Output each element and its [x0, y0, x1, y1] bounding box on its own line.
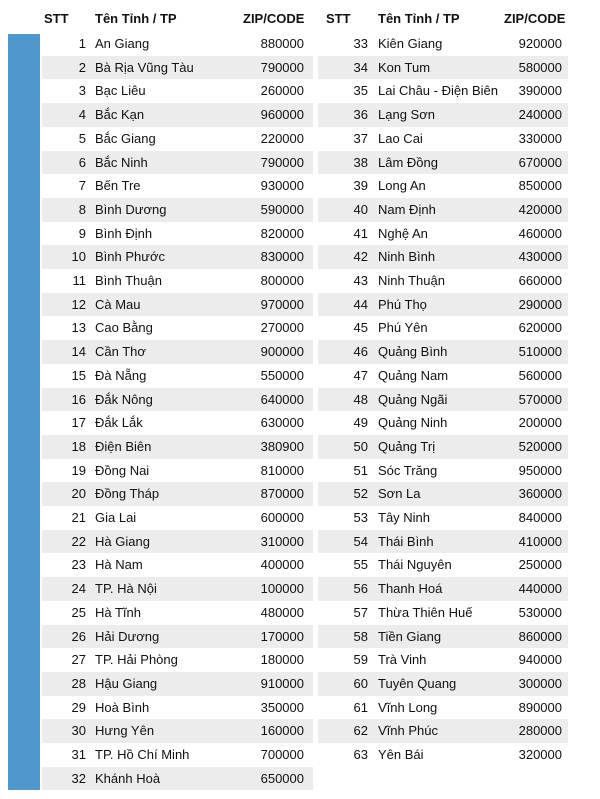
row-zip-code: 860000	[518, 628, 562, 644]
row-province-name: Ninh Thuận	[378, 273, 445, 288]
row-province-name: Quảng Ninh	[378, 415, 448, 431]
row-stt: 45	[353, 320, 368, 336]
row-stt: 42	[353, 249, 368, 265]
table-row	[0, 174, 600, 198]
row-province-name: Khánh Hoà	[95, 770, 161, 786]
row-province-name: Cao Bằng	[95, 320, 153, 336]
row-stt: 36	[353, 107, 368, 123]
row-stt: 16	[71, 391, 86, 407]
row-zip-code: 270000	[260, 320, 304, 336]
row-zip-code: 650000	[260, 770, 304, 786]
row-zip-code: 580000	[518, 59, 562, 75]
row-stt: 39	[353, 178, 368, 194]
row-zip-code: 810000	[260, 462, 304, 478]
row-province-name: Gia Lai	[95, 510, 137, 525]
row-province-name: Ninh Bình	[378, 249, 436, 265]
row-stt: 19	[71, 462, 86, 478]
row-province-name: Hậu Giang	[95, 675, 158, 691]
row-province-name: Vĩnh Long	[378, 699, 438, 715]
row-province-name: Hà Nam	[95, 557, 143, 573]
row-province-name: Quảng Bình	[378, 344, 448, 360]
row-stt: 26	[71, 628, 86, 644]
row-province-name: Quảng Nam	[378, 367, 449, 383]
row-stt: 43	[353, 273, 368, 288]
table-row	[0, 435, 600, 459]
row-stt: 13	[71, 320, 86, 336]
row-stt: 46	[353, 344, 368, 360]
table-row	[0, 198, 600, 222]
row-zip-code: 700000	[260, 747, 304, 762]
row-zip-code: 200000	[518, 415, 562, 431]
header-name-right: Tên Tỉnh / TP	[378, 11, 460, 26]
row-zip-code: 530000	[518, 604, 562, 620]
row-stt: 2	[78, 59, 86, 75]
row-zip-code: 620000	[518, 320, 562, 336]
row-province-name: Bà Rịa Vũng Tàu	[95, 59, 194, 75]
row-zip-code: 410000	[518, 533, 562, 549]
table-row	[0, 32, 600, 56]
row-stt: 32	[71, 770, 86, 786]
table-row	[0, 340, 600, 364]
row-zip-code: 970000	[260, 296, 304, 312]
row-province-name: An Giang	[95, 36, 150, 51]
row-stt: 50	[353, 438, 368, 454]
row-stt: 23	[71, 557, 86, 573]
row-province-name: Long An	[378, 178, 426, 194]
row-province-name: TP. Hải Phòng	[95, 652, 178, 668]
table-row	[0, 459, 600, 483]
row-stt: 18	[71, 438, 86, 454]
row-province-name: Đồng Nai	[95, 462, 150, 478]
row-province-name: Bình Phước	[95, 249, 165, 265]
table-row	[0, 388, 600, 412]
header-name-left: Tên Tỉnh / TP	[95, 11, 177, 26]
row-zip-code: 170000	[260, 628, 304, 644]
row-zip-code: 220000	[260, 130, 304, 146]
row-stt: 33	[353, 36, 368, 51]
row-province-name: Tiền Giang	[378, 628, 442, 644]
row-province-name: Thái Nguyên	[378, 557, 452, 573]
row-zip-code: 880000	[260, 36, 304, 51]
row-stt: 24	[71, 581, 86, 597]
row-province-name: TP. Hà Nội	[95, 581, 157, 597]
row-zip-code: 630000	[260, 415, 304, 431]
row-stt: 20	[71, 486, 86, 502]
table-row	[0, 672, 600, 696]
header-stt-right: STT	[326, 11, 351, 26]
row-province-name: Sóc Trăng	[378, 462, 438, 478]
row-stt: 55	[353, 557, 368, 573]
row-zip-code: 360000	[518, 486, 562, 502]
row-stt: 52	[353, 486, 368, 502]
row-province-name: Lao Cai	[378, 130, 423, 146]
row-province-name: Hà Giang	[95, 533, 150, 549]
table-row	[0, 482, 600, 506]
row-stt: 15	[71, 367, 86, 383]
row-zip-code: 280000	[518, 723, 562, 739]
row-zip-code: 180000	[260, 652, 304, 668]
row-zip-code: 660000	[518, 273, 562, 288]
row-province-name: Bắc Ninh	[95, 154, 148, 170]
row-zip-code: 590000	[260, 201, 304, 217]
row-stt: 49	[353, 415, 368, 431]
row-stt: 25	[71, 604, 86, 620]
header-zip-right: ZIP/CODE	[504, 11, 566, 26]
row-province-name: Phú Thọ	[378, 296, 427, 312]
table-row	[0, 151, 600, 175]
row-province-name: Lai Châu - Điện Biên	[378, 83, 498, 99]
row-stt: 59	[353, 652, 368, 668]
row-stt: 58	[353, 628, 368, 644]
row-province-name: Đắk Lắk	[95, 415, 143, 431]
row-stt: 22	[71, 533, 86, 549]
row-province-name: Lạng Sơn	[378, 107, 435, 123]
row-zip-code: 890000	[518, 699, 562, 715]
row-zip-code: 240000	[518, 107, 562, 123]
table-row	[0, 411, 600, 435]
row-province-name: Phú Yên	[378, 320, 428, 336]
row-zip-code: 260000	[260, 83, 304, 99]
table-row	[0, 293, 600, 317]
row-province-name: TP. Hồ Chí Minh	[95, 747, 190, 762]
row-province-name: Kiên Giang	[378, 36, 443, 51]
row-zip-code: 640000	[260, 391, 304, 407]
row-stt: 35	[353, 83, 368, 99]
table-row	[0, 577, 600, 601]
row-zip-code: 320000	[518, 747, 562, 762]
row-province-name: Bến Tre	[95, 178, 141, 194]
table-row	[0, 127, 600, 151]
table-row	[0, 553, 600, 577]
row-zip-code: 900000	[260, 344, 304, 360]
row-stt: 30	[71, 723, 86, 739]
header-stt-left: STT	[44, 11, 69, 26]
row-province-name: Thái Bình	[378, 533, 434, 549]
row-province-name: Trà Vinh	[378, 652, 427, 668]
row-province-name: Cà Mau	[95, 296, 141, 312]
table-row	[0, 719, 600, 743]
row-stt: 28	[71, 675, 86, 691]
row-zip-code: 790000	[260, 59, 304, 75]
row-province-name: Bạc Liêu	[95, 83, 146, 99]
table-row	[0, 316, 600, 340]
table-row	[0, 364, 600, 388]
row-stt: 41	[353, 225, 368, 241]
row-zip-code: 830000	[260, 249, 304, 265]
row-zip-code: 850000	[518, 178, 562, 194]
row-stt: 54	[353, 533, 368, 549]
row-zip-code: 290000	[518, 296, 562, 312]
row-province-name: Yên Bái	[378, 747, 424, 762]
row-province-name: Lâm Đồng	[378, 154, 438, 170]
row-province-name: Bắc Kạn	[95, 107, 145, 123]
row-zip-code: 390000	[518, 83, 562, 99]
row-zip-code: 400000	[260, 557, 304, 573]
row-stt: 37	[353, 130, 368, 146]
row-stt: 17	[71, 415, 86, 431]
row-zip-code: 600000	[260, 510, 304, 525]
row-zip-code: 670000	[518, 154, 562, 170]
row-zip-code: 960000	[260, 107, 304, 123]
row-stt: 62	[353, 723, 368, 739]
row-province-name: Đà Nẵng	[95, 367, 147, 383]
table-row	[0, 79, 600, 103]
row-zip-code: 870000	[260, 486, 304, 502]
row-stt: 56	[353, 581, 368, 597]
row-stt: 44	[353, 296, 368, 312]
row-zip-code: 570000	[518, 391, 562, 407]
row-stt: 5	[78, 130, 86, 146]
row-stt: 57	[353, 604, 368, 620]
row-province-name: Hà Tĩnh	[95, 604, 142, 620]
table-row	[0, 743, 600, 767]
row-zip-code: 840000	[518, 510, 562, 525]
row-province-name: Bình Thuận	[95, 273, 162, 288]
row-zip-code: 310000	[260, 533, 304, 549]
row-province-name: Bình Dương	[95, 201, 167, 217]
row-zip-code: 510000	[518, 344, 562, 360]
header-zip-left: ZIP/CODE	[243, 11, 305, 26]
row-province-name: Sơn La	[378, 486, 421, 502]
row-stt: 12	[71, 296, 86, 312]
row-zip-code: 920000	[518, 36, 562, 51]
row-stt: 47	[353, 367, 368, 383]
row-zip-code: 950000	[518, 462, 562, 478]
row-province-name: Quảng Ngãi	[378, 391, 448, 407]
table-row	[0, 696, 600, 720]
row-stt: 8	[78, 201, 86, 217]
table-row	[0, 601, 600, 625]
table-row	[0, 222, 600, 246]
row-zip-code: 100000	[260, 581, 304, 597]
table-row	[0, 56, 600, 80]
row-province-name: Hải Dương	[95, 628, 160, 644]
row-province-name: Tuyên Quang	[378, 675, 457, 691]
row-province-name: Nghệ An	[378, 225, 428, 241]
row-zip-code: 930000	[260, 178, 304, 194]
row-stt: 27	[71, 652, 86, 668]
row-province-name: Điện Biên	[95, 438, 152, 454]
row-zip-code: 430000	[518, 249, 562, 265]
row-province-name: Tây Ninh	[378, 510, 431, 525]
row-zip-code: 560000	[518, 367, 562, 383]
row-province-name: Đắk Nông	[95, 391, 153, 407]
table-row	[0, 625, 600, 649]
row-stt: 21	[71, 510, 86, 525]
row-zip-code: 300000	[518, 675, 562, 691]
row-province-name: Đồng Tháp	[95, 486, 160, 502]
table-row	[0, 103, 600, 127]
row-stt: 53	[353, 510, 368, 525]
row-zip-code: 460000	[518, 225, 562, 241]
row-zip-code: 350000	[260, 699, 304, 715]
table-row	[0, 506, 600, 530]
row-stt: 38	[353, 154, 368, 170]
table-row	[0, 245, 600, 269]
row-province-name: Kon Tum	[378, 59, 431, 75]
row-stt: 1	[78, 36, 86, 51]
row-zip-code: 250000	[518, 557, 562, 573]
row-stt: 34	[353, 59, 368, 75]
row-zip-code: 520000	[518, 438, 562, 454]
row-province-name: Cần Thơ	[95, 344, 146, 360]
row-province-name: Vĩnh Phúc	[378, 723, 438, 739]
row-stt: 6	[78, 154, 86, 170]
row-zip-code: 790000	[260, 154, 304, 170]
row-province-name: Hoà Bình	[95, 699, 150, 715]
row-zip-code: 420000	[518, 201, 562, 217]
row-zip-code: 440000	[518, 581, 562, 597]
row-stt: 31	[71, 747, 86, 762]
table-row	[0, 530, 600, 554]
row-stt: 4	[78, 107, 86, 123]
table-row	[0, 269, 600, 293]
table-row	[0, 648, 600, 672]
row-zip-code: 820000	[260, 225, 304, 241]
row-stt: 7	[78, 178, 86, 194]
row-stt: 11	[72, 273, 86, 288]
row-province-name: Thừa Thiên Huế	[378, 604, 473, 620]
row-stt: 3	[78, 83, 86, 99]
row-province-name: Thanh Hoá	[378, 581, 443, 597]
row-stt: 29	[71, 699, 86, 715]
row-zip-code: 940000	[518, 652, 562, 668]
row-province-name: Bắc Giang	[95, 130, 156, 146]
row-stt: 51	[353, 462, 368, 478]
table-header	[0, 9, 600, 29]
table-row	[0, 767, 600, 791]
row-stt: 40	[353, 201, 368, 217]
row-stt: 10	[71, 249, 86, 265]
row-province-name: Hưng Yên	[95, 723, 155, 739]
row-zip-code: 480000	[260, 604, 304, 620]
row-zip-code: 800000	[260, 273, 304, 288]
row-province-name: Nam Định	[378, 201, 436, 217]
row-stt: 48	[353, 391, 368, 407]
row-stt: 9	[78, 225, 86, 241]
row-province-name: Quảng Trị	[378, 438, 436, 454]
row-zip-code: 380900	[260, 438, 304, 454]
row-zip-code: 550000	[260, 367, 304, 383]
row-stt: 14	[71, 344, 86, 360]
row-zip-code: 160000	[260, 723, 304, 739]
row-zip-code: 910000	[260, 675, 304, 691]
row-province-name: Bình Định	[95, 225, 153, 241]
row-stt: 61	[353, 699, 368, 715]
row-stt: 63	[353, 747, 368, 762]
row-stt: 60	[353, 675, 368, 691]
row-zip-code: 330000	[518, 130, 562, 146]
